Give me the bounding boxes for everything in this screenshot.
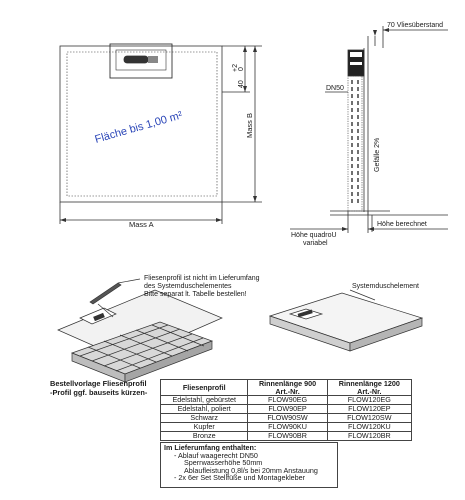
- order-template-title-line1: Bestellvorlage Fliesenprofil: [50, 379, 147, 388]
- col-900-header: [248, 380, 327, 396]
- cell-profile: Schwarz: [161, 414, 248, 423]
- tile-profile-note-line1: Fliesenprofil ist nicht im Lieferumfang: [144, 275, 260, 282]
- mass-a-label: Mass A: [129, 220, 154, 229]
- riser-column: [348, 76, 362, 211]
- order-template-title-line2: -Profil ggf. bauseits kürzen-: [50, 387, 148, 397]
- scope-list: [164, 452, 334, 482]
- top-view-arrows: [60, 46, 257, 222]
- cell-art-1200: FLOW120EP: [327, 405, 411, 414]
- height-calculated-label: Höhe berechnet: [377, 221, 427, 228]
- height-quadro-variable-label: variabel: [303, 240, 328, 247]
- cell-art-1200: FLOW120EG: [327, 396, 411, 405]
- drain-slot: [124, 56, 148, 63]
- scope-title: Im Lieferumfang enthalten:: [164, 443, 257, 452]
- cell-art-900: FLOW90KU: [248, 423, 327, 432]
- system-element-label: Systemduschelement: [352, 283, 419, 290]
- col-900-header-line2: Art.-Nr.: [275, 386, 300, 396]
- side-view: [290, 26, 448, 233]
- cell-art-900: FLOW90SW: [248, 414, 327, 423]
- table-row: [161, 432, 412, 441]
- area-label: Fläche bis 1,00 m²: [93, 109, 184, 146]
- list-item: - Ablauf waagerecht DN50: [174, 450, 258, 460]
- cell-profile: Edelstahl, poliert: [161, 405, 248, 414]
- cell-profile: Kupfer: [161, 423, 248, 432]
- order-template-title: [50, 380, 147, 397]
- slope-label: Gefälle 2%: [374, 137, 381, 172]
- cell-profile: Bronze: [161, 432, 248, 441]
- list-item: - 2x 6er Set Stellfüße und Montagekleber: [174, 473, 306, 483]
- article-table: [160, 379, 412, 441]
- tile-profile-note-line3: Bitte separat lt. Tabelle bestellen!: [144, 291, 247, 298]
- offset-label-zero: 0: [238, 67, 245, 71]
- cell-art-1200: FLOW120BR: [327, 432, 411, 441]
- tile-profile-note-line2: des Systemduschelementes: [144, 283, 232, 290]
- offset-label-40: 40: [238, 80, 245, 88]
- cell-art-1200: FLOW120SW: [327, 414, 411, 423]
- col-900-header-line1: Rinnenlänge 900: [258, 379, 317, 388]
- scope-of-delivery: [160, 442, 338, 488]
- dn50-label: DN50: [326, 85, 344, 92]
- cell-art-900: FLOW90EG: [248, 396, 327, 405]
- list-item: Sperrwasserhöhe 50mm: [184, 458, 263, 468]
- col-1200-header-line1: Rinnenlänge 1200: [338, 379, 400, 388]
- fleece-label: 70 Vliesüberstand: [387, 22, 444, 29]
- assembled-view: [270, 290, 422, 351]
- cell-art-900: FLOW90EP: [248, 405, 327, 414]
- col-1200-header-line2: Art.-Nr.: [357, 386, 382, 396]
- mass-b-label: Mass B: [245, 112, 254, 138]
- exploded-view: [0, 290, 222, 382]
- cell-art-900: FLOW90BR: [248, 432, 327, 441]
- col-profile-header: Fliesenprofil: [161, 380, 248, 396]
- cell-profile: Edelstahl, gebürstet: [161, 396, 248, 405]
- table-header-row: [161, 380, 412, 396]
- offset-label-plus2: +2: [232, 64, 239, 72]
- cell-art-1200: FLOW120KU: [327, 423, 411, 432]
- height-quadro-label: Höhe quadroU: [291, 232, 337, 239]
- tile-profile-note: [144, 275, 260, 298]
- list-item: Ablaufleistung 0,8l/s bei 20mm Anstauung: [184, 465, 318, 475]
- col-1200-header: [327, 380, 411, 396]
